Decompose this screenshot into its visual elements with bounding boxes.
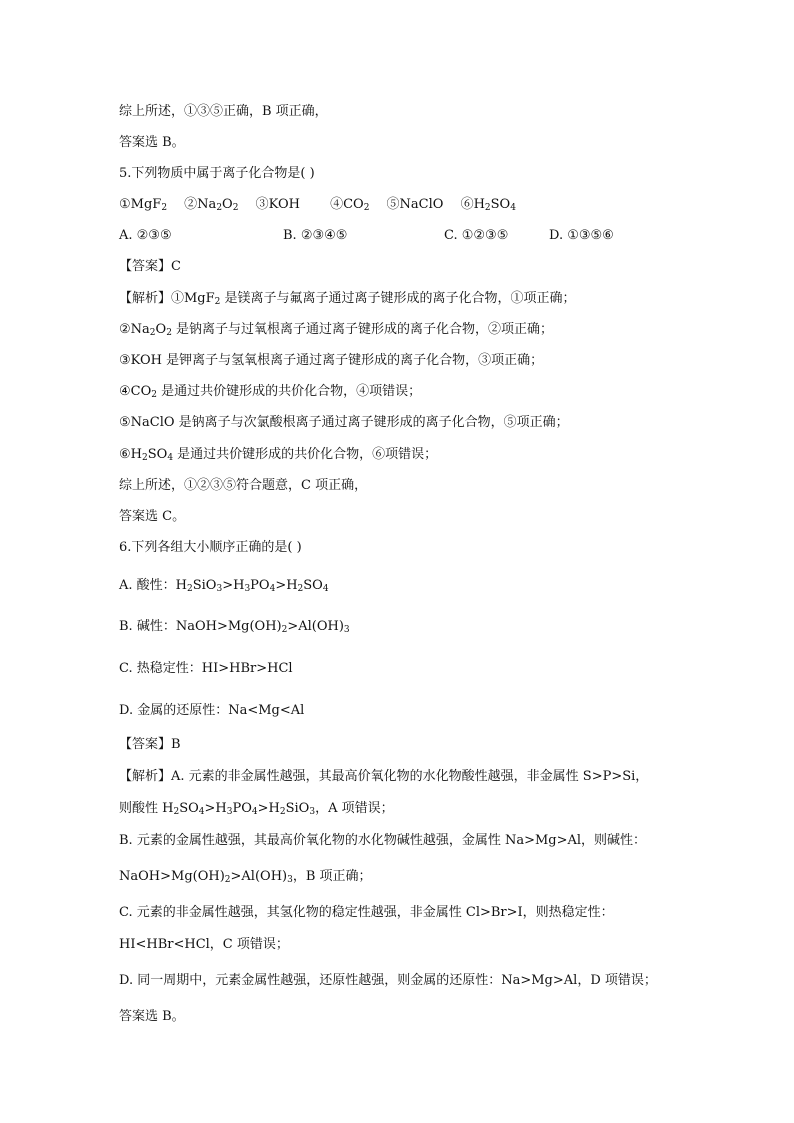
option-b: B. ②③④⑤ — [283, 228, 348, 243]
q6-analysis-6: HI<HBr<HCl，C 项错误； — [119, 937, 289, 952]
question-5-answer: 【答案】C — [119, 259, 181, 274]
question-5-options — [0, 227, 794, 245]
q6-analysis-1: 【解析】A. 元素的非金属性越强，其最高价氧化物的水化物酸性越强，非金属性 S>P>Si， — [119, 769, 649, 784]
q5-analysis-8: 答案选 C。 — [119, 509, 186, 524]
question-6: 6.下列各组大小顺序正确的是( ) — [119, 540, 302, 555]
question-5-items: ①MgF$_2$ $②Na_2O_2$ ③KOH $④CO_2$ ⑤NaClO $⑥H_2SO_4$ — [119, 197, 516, 213]
q5-analysis-4: $④CO_2$ 是通过共价键形成的共价化合物，④项错误； — [119, 384, 422, 400]
q6-option-a: A. 酸性：$H_2SiO_3>H_3PO_4>H_2SO_4$ — [119, 578, 329, 594]
q6-option-d: D. 金属的还原性：Na<Mg<Al — [119, 703, 305, 718]
q6-analysis-7: D. 同一周期中，元素金属性越强，还原性越强，则金属的还原性：Na>Mg>Al，D 项错误； — [119, 973, 657, 988]
q6-option-b: B. 碱性：$NaOH>Mg(OH)_2>Al(OH)_3$ — [119, 619, 350, 635]
q6-analysis-4: $NaOH>Mg(OH)_2>Al(OH)_3$，B 项正确； — [119, 869, 372, 885]
q5-analysis-2: $②Na_2O_2$ 是钠离子与过氧根离子通过离子键形成的离子化合物，②项正确； — [119, 322, 554, 338]
q6-option-c: C. 热稳定性：HI>HBr>HCl — [119, 661, 293, 676]
question-6-answer: 【答案】B — [119, 737, 181, 752]
option-c: C. ①②③⑤ — [444, 228, 509, 243]
q6-analysis-8: 答案选 B。 — [119, 1009, 185, 1024]
q5-analysis-6: $⑥H_2SO_4$ 是通过共价键形成的共价化合物，⑥项错误； — [119, 447, 438, 463]
question-5: 5.下列物质中属于离子化合物是( ) — [119, 166, 315, 181]
q5-analysis-3: ③KOH 是钾离子与氢氧根离子通过离子键形成的离子化合物，③项正确； — [119, 353, 544, 368]
option-d: D. ①③⑤⑥ — [549, 228, 614, 243]
q5-analysis-1: 【解析】①MgF$_2$ 是镁离子与氟离子通过离子键形成的离子化合物，①项正确； — [119, 291, 576, 307]
q6-analysis-5: C. 元素的非金属性越强，其氢化物的稳定性越强，非金属性 Cl>Br>I，则热稳定性： — [119, 905, 614, 920]
q5-analysis-5: ⑤NaClO 是钠离子与次氯酸根离子通过离子键形成的离子化合物，⑤项正确； — [119, 415, 569, 430]
q6-analysis-3: B. 元素的金属性越强，其最高价氧化物的水化物碱性越强，金属性 Na>Mg>Al，则碱性： — [119, 833, 647, 848]
q6-analysis-2: 则酸性 $H_2SO_4>H_3PO_4>H_2SiO_3$，A 项错误； — [119, 801, 394, 817]
summary-line: 综上所述，①③⑤正确，B 项正确， — [119, 104, 328, 119]
q5-analysis-7: 综上所述，①②③⑤符合题意，C 项正确， — [119, 478, 368, 493]
answer-line: 答案选 B。 — [119, 135, 185, 150]
option-a: A. ②③⑤ — [119, 228, 172, 243]
